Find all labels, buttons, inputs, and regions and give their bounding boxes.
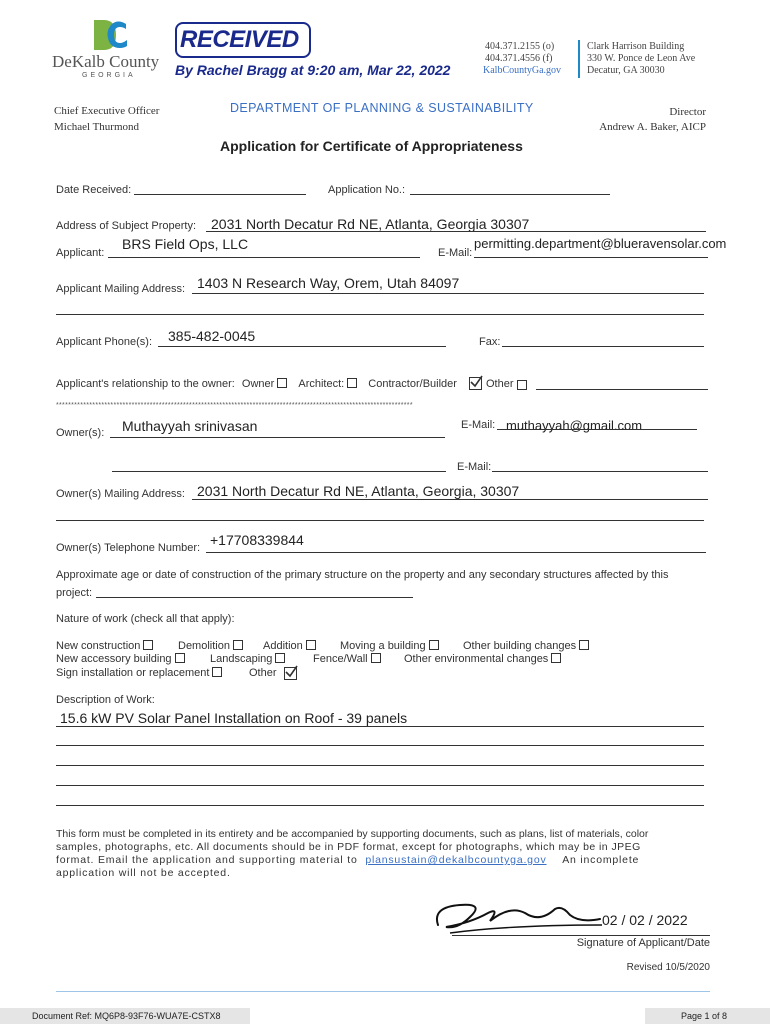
age-text-line-2: project: [56,587,93,599]
nature-label: Nature of work (check all that apply): [56,613,235,625]
signature-label: Signature of Applicant/Date [576,937,710,949]
work-other-env [404,653,561,665]
applicant-label: Applicant: [56,247,105,259]
mailing-address-line-2[interactable] [56,314,704,315]
rel-contractor-label: Contractor/Builder [368,378,457,390]
applicant-phone-line [158,346,446,347]
notice-line-2: samples, photographs, etc. All documents should be in PDF format, except for photographs, which may be in JPEG [56,841,641,853]
signature-image [430,895,610,940]
applicant-value[interactable]: BRS Field Ops, LLC [122,236,249,252]
logo-county-name: DeKalb County [52,52,160,71]
work-addition-label: Addition [263,640,303,652]
department-name: DEPARTMENT OF PLANNING & SUSTAINABILITY [230,101,534,115]
applicant-phone-label: Applicant Phone(s): [56,336,152,348]
age-text-line-1: Approximate age or date of construction of the primary structure on the property and any secondary structures affected by this [56,569,669,581]
address-label: Address of Subject Property: [56,220,197,232]
owner-email-value[interactable]: muthayyah@gmail.com [506,418,643,433]
notice-line-3 [56,854,639,866]
address-line-3: Decatur, GA 30030 [587,65,665,76]
fax-label: Fax: [479,336,501,348]
address-value[interactable]: 2031 North Decatur Rd NE, Atlanta, Georgia 30307 [211,216,530,232]
description-line-3[interactable] [56,765,704,766]
description-line-1 [56,726,704,727]
logo-state-name: GEORGIA [82,72,136,79]
work-other-env-checkbox[interactable] [551,653,561,663]
owner-mailing-label: Owner(s) Mailing Address: [56,488,185,500]
owner-mailing-line-2[interactable] [56,520,704,521]
address-field-line [206,231,706,232]
address-line-2: 330 W. Ponce de Leon Ave [587,53,696,64]
owner-phone-line [206,552,706,553]
applicant-email-value[interactable]: permitting.department@blueravensolar.com [474,236,727,251]
received-stamp [169,20,479,82]
ceo-title: Chief Executive Officer [54,105,160,117]
description-label: Description of Work: [56,694,155,706]
dekalb-logo-mark-icon [90,18,130,52]
work-moving-label: Moving a building [340,640,426,652]
description-line-4[interactable] [56,785,704,786]
rel-owner-checkbox[interactable] [277,378,287,388]
work-new-construction-label: New construction [56,640,141,652]
work-sign [56,667,222,679]
work-sign-label: Sign installation or replacement [56,667,210,679]
owner-phone-value[interactable]: +17708339844 [210,532,304,548]
applicant-email-label: E-Mail: [438,247,473,259]
address-line-1: Clark Harrison Building [587,41,685,52]
work-moving-checkbox[interactable] [429,640,439,650]
form-title: Application for Certificate of Appropriateness [220,138,523,154]
work-other-building [463,640,589,652]
work-fence-label: Fence/Wall [313,653,368,665]
phone-fax: 404.371.4556 (f) [485,53,553,64]
owner-phone-label: Owner(s) Telephone Number: [56,542,201,554]
owner-mailing-value[interactable]: 2031 North Decatur Rd NE, Atlanta, Georgia, 30307 [197,483,520,499]
applicant-field-line [108,257,420,258]
notice-line-4: application will not be accepted. [56,867,231,879]
owners-label: Owner(s): [56,427,105,439]
age-field[interactable] [96,597,413,598]
work-landscaping-checkbox[interactable] [275,653,285,663]
rel-other-checkbox[interactable] [517,380,527,390]
header-divider [578,40,580,78]
work-other-label: Other [249,667,277,679]
notice-line-1: This form must be completed in its entirety and be accompanied by supporting documents, such as plans, list of materials, color [56,828,649,840]
rel-architect-checkbox[interactable] [347,378,357,388]
director-name: Andrew A. Baker, AICP [599,121,706,133]
footer-rule [56,991,710,992]
work-moving [340,640,439,652]
rel-owner-label: Owner [241,378,275,390]
applicant-phone-value[interactable]: 385-482-0045 [168,328,256,344]
work-landscaping [210,653,285,665]
owners-value[interactable]: Muthayyah srinivasan [122,418,258,434]
footer-page-number: Page 1 of 8 [681,1011,728,1021]
mailing-address-value[interactable]: 1403 N Research Way, Orem, Utah 84097 [197,275,460,291]
work-other-checkbox[interactable] [284,667,297,680]
description-line-2[interactable] [56,745,704,746]
rel-architect-label: Architect: [298,378,345,390]
work-new-construction-checkbox[interactable] [143,640,153,650]
work-new-accessory [56,653,185,665]
owner-email2-label: E-Mail: [457,461,492,473]
director-title: Director [669,106,706,118]
signature-line [452,935,710,936]
date-received-field[interactable] [134,194,306,195]
phone-office: 404.371.2155 (o) [485,41,555,52]
work-demolition-label: Demolition [178,640,230,652]
work-other-env-label: Other environmental changes [404,653,549,665]
work-other-building-checkbox[interactable] [579,640,589,650]
checkmark-icon [284,665,298,679]
relationship-row [56,378,457,390]
work-fence [313,653,381,665]
notice-email-link[interactable]: plansustain@dekalbcountyga.gov [365,854,547,866]
stamp-received-by: By Rachel Bragg at 9:20 am, Mar 22, 2022 [175,62,451,78]
work-demolition-checkbox[interactable] [233,640,243,650]
date-received-label: Date Received: [56,184,132,196]
signature-date[interactable]: 02 / 02 / 2022 [602,912,688,928]
county-website-link[interactable]: KalbCountyGa.gov [483,65,562,76]
work-addition [263,640,316,652]
work-demolition [178,640,243,652]
checkmark-icon [469,375,483,389]
work-landscaping-label: Landscaping [210,653,273,665]
applicant-email-line [474,257,708,258]
fax-field[interactable] [502,346,704,347]
work-sign-checkbox[interactable] [212,667,222,677]
owner-mailing-line [192,499,708,500]
notice-line-3b: An incomplete [562,854,640,866]
dekalb-logo [52,18,162,80]
work-other-building-label: Other building changes [463,640,577,652]
work-row-1 [56,640,153,652]
footer-doc-ref: Document Ref: MQ6P8-93F76-WUA7E-CSTX8 [32,1011,221,1021]
owner-email-label: E-Mail: [461,419,496,431]
mailing-address-line [192,293,704,294]
application-no-field[interactable] [410,194,610,195]
work-addition-checkbox[interactable] [306,640,316,650]
work-new-accessory-checkbox[interactable] [175,653,185,663]
owner-email-line [497,429,697,430]
rel-contractor-checkbox[interactable] [469,377,482,390]
owners-field-line-2[interactable] [112,471,446,472]
description-value[interactable]: 15.6 kW PV Solar Panel Installation on Roof - 39 panels [60,710,408,726]
owners-field-line [110,437,445,438]
work-new-accessory-label: New accessory building [56,653,172,665]
rel-other-label: Other [486,378,514,390]
mailing-address-label: Applicant Mailing Address: [56,283,186,295]
rel-other-field[interactable] [536,389,708,390]
stamp-title: RECEIVED [180,26,299,53]
application-no-label: Application No.: [328,184,406,196]
revised-date: Revised 10/5/2020 [626,962,710,973]
work-fence-checkbox[interactable] [371,653,381,663]
owner-email2-field[interactable] [492,471,708,472]
description-line-5[interactable] [56,805,704,806]
notice-line-3a: format. Email the application and supporting material to [56,854,358,866]
ceo-name: Michael Thurmond [54,121,140,133]
section-separator: ********************************************************************************************************************** [56,402,413,409]
relationship-label: Applicant's relationship to the owner: [56,378,235,390]
